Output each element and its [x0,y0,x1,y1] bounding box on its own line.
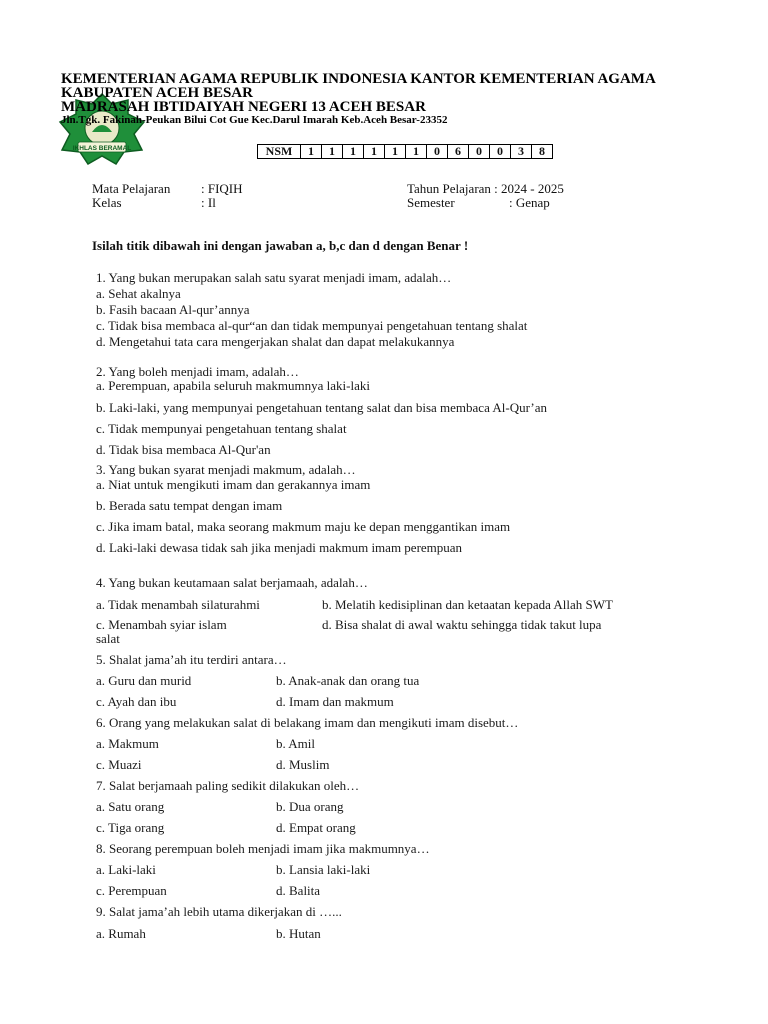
q6-option-d: d. Muslim [276,757,330,772]
question-3: 3. Yang bukan syarat menjadi makmum, adalah… [96,462,356,477]
q4-option-d: d. Bisa shalat di awal waktu sehingga tidak takut lupa [322,617,602,632]
question-6: 6. Orang yang melakukan salat di belakang imam dan mengikuti imam disebut… [96,715,519,730]
nsm-label: NSM [258,145,301,159]
q3-option-a: a. Niat untuk mengikuti imam dan gerakannya imam [96,477,371,492]
question-9: 9. Salat jama’ah lebih utama dikerjakan di …... [96,904,342,919]
question-1: 1. Yang bukan merupakan salah satu syarat menjadi imam, adalah… [96,270,452,285]
q5-option-c: c. Ayah dan ibu [96,694,177,709]
logo-motto: IKHLAS BERAMAL [72,145,132,152]
nsm-digit: 0 [469,145,490,159]
nsm-digit: 6 [448,145,469,159]
q2-option-d: d. Tidak bisa membaca Al-Qur'an [96,442,271,457]
q1-option-c: c. Tidak bisa membaca al-qur“an dan tidak mempunyai pengetahuan tentang shalat [96,318,528,333]
q6-option-b: b. Amil [276,736,316,751]
subject-label: Mata Pelajaran [92,181,171,196]
header-line-ministry: KEMENTERIAN AGAMA REPUBLIK INDONESIA KANTOR KEMENTERIAN AGAMA [61,71,656,87]
q9-option-b: b. Hutan [276,926,321,941]
q8-option-b: b. Lansia laki-laki [276,862,371,877]
q2-option-c: c. Tidak mempunyai pengetahuan tentang shalat [96,421,347,436]
q5-option-b: b. Anak-anak dan orang tua [276,673,420,688]
q1-option-b: b. Fasih bacaan Al-qur’annya [96,302,250,317]
q4-option-b: b. Melatih kedisiplinan dan ketaatan kepada Allah SWT [322,597,613,612]
instruction: Isilah titik dibawah ini dengan jawaban a, b,c dan d dengan Benar ! [92,238,469,253]
header-line-regency: KABUPATEN ACEH BESAR [61,85,253,101]
q7-option-a: a. Satu orang [96,799,165,814]
subject-value: : FIQIH [201,181,243,196]
q6-option-a: a. Makmum [96,736,159,751]
q1-option-a: a. Sehat akalnya [96,286,181,301]
question-5: 5. Shalat jama’ah itu terdiri antara… [96,652,287,667]
q2-option-b: b. Laki-laki, yang mempunyai pengetahuan tentang salat dan bisa membaca Al-Qur’an [96,400,547,415]
header-line-school: MADRASAH IBTIDAIYAH NEGERI 13 ACEH BESAR [61,99,426,115]
q1-option-d: d. Mengetahui tata cara mengerjakan shalat dan dapat melakukannya [96,334,455,349]
nsm-digit: 1 [301,145,322,159]
header-address: Jln.Tgk. Fakinah-Peukan Bilui Cot Gue Kec.Darul Imarah Keb.Aceh Besar-23352 [61,114,448,126]
class-label: Kelas [92,195,122,210]
q5-option-d: d. Imam dan makmum [276,694,394,709]
nsm-table [257,144,553,159]
q7-option-d: d. Empat orang [276,820,356,835]
q8-option-d: d. Balita [276,883,321,898]
q3-option-d: d. Laki-laki dewasa tidak sah jika menjadi makmum imam perempuan [96,540,463,555]
academic-year: Tahun Pelajaran : 2024 - 2025 [407,181,564,196]
question-2: 2. Yang boleh menjadi imam, adalah… [96,364,299,379]
q7-option-c: c. Tiga orang [96,820,165,835]
question-8: 8. Seorang perempuan boleh menjadi imam jika makmumnya… [96,841,430,856]
question-4: 4. Yang bukan keutamaan salat berjamaah, adalah… [96,575,368,590]
nsm-digit: 1 [406,145,427,159]
semester-label: Semester [407,195,455,210]
q7-option-b: b. Dua orang [276,799,344,814]
class-value: : Il [201,195,216,210]
semester-value: : Genap [509,195,550,210]
q4-option-d-continued: salat [96,631,120,646]
q2-option-a: a. Perempuan, apabila seluruh makmumnya laki-laki [96,378,370,393]
nsm-digit: 1 [364,145,385,159]
nsm-digit: 0 [490,145,511,159]
q3-option-c: c. Jika imam batal, maka seorang makmum maju ke depan menggantikan imam [96,519,511,534]
q4-option-c: c. Menambah syiar islam [96,617,227,632]
q4-option-a: a. Tidak menambah silaturahmi [96,597,260,612]
q3-option-b: b. Berada satu tempat dengan imam [96,498,283,513]
nsm-digit: 1 [385,145,406,159]
nsm-digit: 1 [343,145,364,159]
nsm-digit: 0 [427,145,448,159]
q8-option-a: a. Laki-laki [96,862,156,877]
nsm-digit: 3 [511,145,532,159]
q5-option-a: a. Guru dan murid [96,673,192,688]
question-7: 7. Salat berjamaah paling sedikit dilakukan oleh… [96,778,360,793]
q9-option-a: a. Rumah [96,926,146,941]
q8-option-c: c. Perempuan [96,883,167,898]
q6-option-c: c. Muazi [96,757,142,772]
nsm-digit: 1 [322,145,343,159]
nsm-digit: 8 [532,145,553,159]
